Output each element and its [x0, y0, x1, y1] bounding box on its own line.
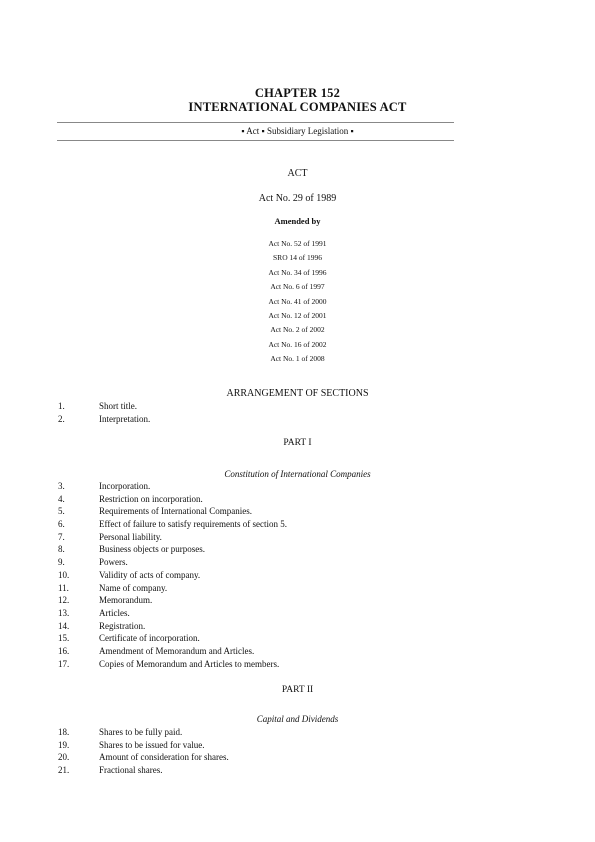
- amendment-item: SRO 14 of 1996: [273, 253, 322, 263]
- section-number: 18.: [58, 727, 70, 737]
- section-number: 20.: [58, 752, 70, 763]
- section-row[interactable]: [0, 531, 595, 544]
- bottom-divider: [57, 140, 454, 141]
- section-row[interactable]: [0, 726, 595, 739]
- amendment-item: Act No. 52 of 1991: [268, 239, 327, 248]
- part-2-section-list: [0, 726, 595, 777]
- section-row[interactable]: [0, 645, 595, 658]
- section-title: Shares to be issued for value.: [99, 739, 205, 750]
- section-row[interactable]: [0, 632, 595, 645]
- part-2-label: PART II: [281, 685, 314, 695]
- section-number: 7.: [58, 531, 65, 542]
- section-row[interactable]: [0, 493, 595, 506]
- section-number: 9.: [58, 557, 65, 568]
- section-title: Copies of Memorandum and Articles to members.: [99, 658, 280, 669]
- section-title: Requirements of International Companies.: [99, 506, 252, 517]
- section-number: 4.: [58, 493, 65, 504]
- section-title: Restriction on incorporation.: [99, 493, 203, 504]
- act-number: Act No. 29 of 1989: [258, 193, 337, 204]
- section-title: Personal liability.: [99, 531, 162, 542]
- arrangement-heading: ARRANGEMENT OF SECTIONS: [226, 388, 369, 399]
- amendment-list: [0, 237, 595, 367]
- amendment-item: Act No. 2 of 2002: [270, 325, 325, 335]
- section-number: 14.: [58, 620, 70, 631]
- section-row[interactable]: [0, 739, 595, 752]
- section-number: 16.: [58, 645, 70, 656]
- section-row[interactable]: [0, 620, 595, 633]
- section-title: Short title.: [99, 401, 137, 411]
- act-heading: ACT: [287, 168, 308, 179]
- section-number: 12.: [58, 595, 70, 606]
- section-row[interactable]: [0, 569, 595, 582]
- section-title: Certificate of incorporation.: [99, 633, 200, 644]
- top-divider: [57, 122, 454, 123]
- chapter-number: CHAPTER 152: [254, 86, 341, 100]
- section-title: Business objects or purposes.: [99, 544, 205, 555]
- section-title: Validity of acts of company.: [99, 569, 201, 580]
- section-title: Articles.: [99, 607, 130, 618]
- section-row[interactable]: [0, 556, 595, 569]
- section-title: Amount of consideration for shares.: [99, 752, 229, 763]
- section-row[interactable]: [0, 607, 595, 620]
- section-title: Effect of failure to satisfy requirements of section 5.: [99, 519, 288, 530]
- section-row[interactable]: [0, 480, 595, 493]
- section-row[interactable]: [0, 505, 595, 518]
- section-title: Fractional shares.: [99, 765, 163, 776]
- section-title: Powers.: [99, 557, 128, 568]
- amendment-item: Act No. 16 of 2002: [268, 339, 327, 349]
- section-title: Interpretation.: [99, 413, 151, 424]
- section-title: Registration.: [99, 620, 146, 631]
- section-number: 11.: [58, 582, 69, 593]
- section-title: Amendment of Memorandum and Articles.: [99, 645, 255, 656]
- part-1-label: PART I: [283, 438, 312, 448]
- act-title: INTERNATIONAL COMPANIES ACT: [188, 100, 407, 114]
- amendment-item: Act No. 41 of 2000: [268, 296, 327, 306]
- section-number: 10.: [58, 569, 70, 580]
- section-number: 5.: [58, 506, 65, 517]
- part-1-subtitle: Constitution of International Companies: [224, 469, 371, 479]
- section-row[interactable]: [0, 594, 595, 607]
- amended-by-heading: Amended by: [274, 216, 321, 226]
- section-row[interactable]: [0, 764, 595, 777]
- amendment-item: Act No. 1 of 2008: [270, 354, 325, 364]
- section-number: 6.: [58, 519, 65, 530]
- section-number: 17.: [58, 658, 70, 669]
- part-2-subtitle: Capital and Dividends: [256, 714, 339, 724]
- section-row[interactable]: [0, 582, 595, 595]
- section-row[interactable]: [0, 413, 595, 426]
- section-row[interactable]: [0, 543, 595, 556]
- section-title: Shares to be fully paid.: [99, 727, 183, 737]
- amendment-item: Act No. 12 of 2001: [268, 310, 327, 320]
- section-number: 3.: [58, 481, 65, 491]
- section-number: 1.: [58, 401, 65, 411]
- section-row[interactable]: [0, 400, 595, 413]
- section-row[interactable]: [0, 658, 595, 671]
- amendment-item: Act No. 34 of 1996: [268, 267, 327, 277]
- section-number: 8.: [58, 544, 65, 555]
- navigation-links[interactable]: ▪ Act ▪ Subsidiary Legislation ▪: [241, 126, 354, 136]
- section-number: 13.: [58, 607, 70, 618]
- section-row[interactable]: [0, 518, 595, 531]
- amendment-item: Act No. 6 of 1997: [270, 282, 325, 292]
- section-row[interactable]: [0, 751, 595, 764]
- part-1-section-list: [0, 480, 595, 670]
- section-title: Name of company.: [99, 582, 168, 593]
- section-number: 19.: [58, 739, 70, 750]
- intro-section-list: [0, 400, 595, 425]
- section-title: Memorandum.: [99, 595, 153, 606]
- section-title: Incorporation.: [99, 481, 151, 491]
- section-number: 2.: [58, 413, 65, 424]
- section-number: 15.: [58, 633, 70, 644]
- section-number: 21.: [58, 765, 70, 776]
